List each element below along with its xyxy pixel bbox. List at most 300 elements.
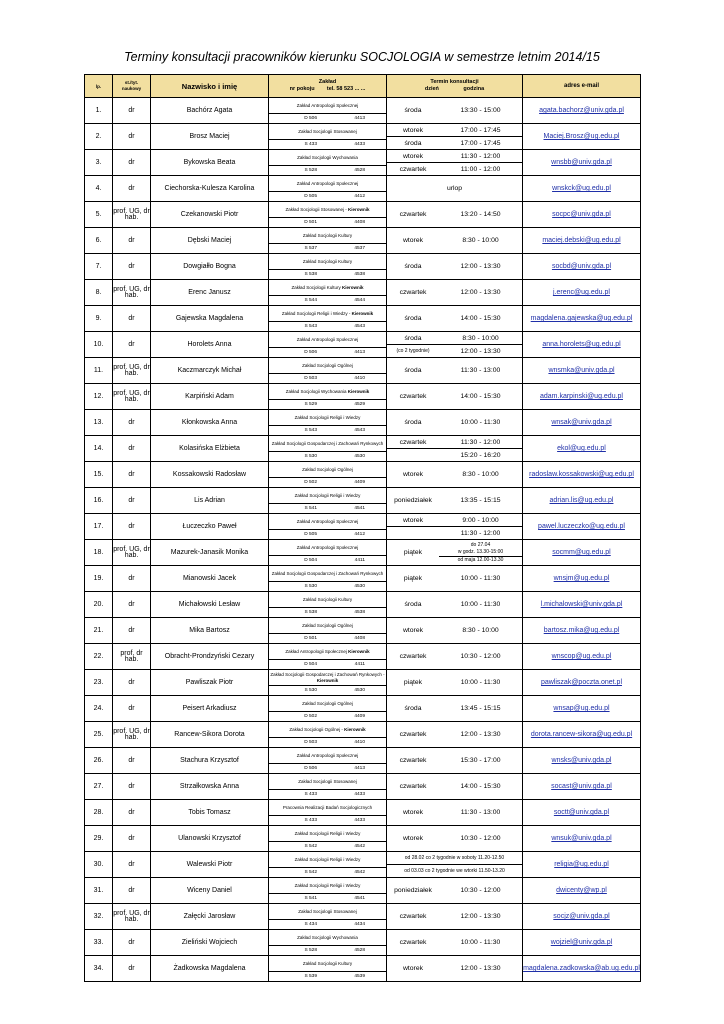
consultation-day: środa — [404, 263, 422, 270]
room-number: S 529 — [304, 402, 317, 407]
consultation-time-cell — [387, 592, 523, 618]
consultation-time-cell — [387, 618, 523, 644]
consultation-hours: 11:30 - 12:00 — [460, 438, 501, 446]
email-link[interactable]: l.michalowski@univ.gda.pl — [540, 601, 623, 608]
room-number: S 528 — [304, 948, 317, 953]
row-number: 11. — [85, 358, 113, 384]
email-cell — [523, 644, 641, 670]
department-name: Zakład Antropologii Społecznej — [296, 180, 359, 186]
consultation-time-cell — [387, 488, 523, 514]
consultation-hours: 13:20 - 14:50 — [460, 211, 501, 218]
department-cell — [269, 670, 387, 696]
department-name: Zakład Socjologii Religii i Wiedzy — [294, 856, 361, 862]
email-link[interactable]: wnsmka@univ.gda.pl — [548, 367, 615, 374]
head-label: Kierownik — [347, 388, 370, 394]
person-name: Strzałkowska Anna — [151, 774, 269, 800]
email-cell — [523, 592, 641, 618]
consultation-day: czwartek — [399, 289, 427, 296]
consultation-time-cell — [387, 384, 523, 410]
person-name: Stachura Krzysztof — [151, 748, 269, 774]
email-link[interactable]: wnsap@ug.edu.pl — [553, 705, 610, 712]
consultation-time-cell — [387, 176, 523, 202]
consultation-time-cell — [387, 930, 523, 956]
department-name: Pracownia Realizacji Badań Socjologicznych — [282, 804, 373, 810]
department-cell — [269, 254, 387, 280]
person-name: Brosz Maciej — [151, 124, 269, 150]
room-number: S 434 — [304, 922, 317, 927]
consultation-hours: 9:00 - 10:00 — [462, 516, 499, 524]
academic-title: dr — [113, 852, 151, 878]
person-name: Wiceny Daniel — [151, 878, 269, 904]
consultation-hours: 8:30 - 10:00 — [462, 471, 499, 478]
room-number: S 541 — [304, 896, 317, 901]
row-number: 31. — [85, 878, 113, 904]
row-number: 10. — [85, 332, 113, 358]
department-cell — [269, 306, 387, 332]
table-row — [85, 800, 641, 826]
consultation-table — [84, 74, 641, 982]
row-number: 14. — [85, 436, 113, 462]
email-link[interactable]: dorota.rancew-sikora@ug.edu.pl — [530, 731, 633, 738]
department-cell — [269, 488, 387, 514]
row-number: 9. — [85, 306, 113, 332]
consultation-time-cell — [387, 228, 523, 254]
header-title: st./tyt. naukowy — [113, 75, 151, 98]
consultation-hours: 15:20 - 16:20 — [460, 451, 501, 459]
room-number: D 505 — [304, 532, 317, 537]
department-name: Zakład Socjologii Kultury — [302, 232, 353, 238]
person-name: Erenc Janusz — [151, 280, 269, 306]
consultation-day: czwartek — [399, 783, 427, 790]
room-number: D 505 — [304, 194, 317, 199]
email-link[interactable]: soctt@univ.gda.pl — [553, 809, 610, 816]
consultation-time-cell — [387, 540, 523, 566]
phone-extension: 4409 — [354, 480, 365, 485]
department-name: Zakład Socjologii Religii i Wiedzy - — [281, 310, 352, 316]
row-number: 6. — [85, 228, 113, 254]
room-number: S 528 — [304, 168, 317, 173]
person-name: Michałowski Lesław — [151, 592, 269, 618]
consultation-hours: 11:30 - 12:00 — [460, 529, 501, 537]
room-number: D 506 — [304, 766, 317, 771]
table-row — [85, 514, 641, 540]
head-label: Kierownik — [351, 310, 374, 316]
academic-title: dr — [113, 670, 151, 696]
table-row — [85, 124, 641, 150]
consultation-time-cell — [387, 800, 523, 826]
consultation-day: czwartek — [399, 757, 427, 764]
consultation-hours: 13:30 - 15:00 — [460, 107, 501, 114]
person-name: Kaczmarczyk Michał — [151, 358, 269, 384]
head-label: Kierownik — [342, 284, 364, 290]
academic-title: dr — [113, 800, 151, 826]
email-link[interactable]: Maciej.Brosz@ug.edu.pl — [543, 133, 620, 140]
room-number: S 539 — [304, 974, 317, 979]
department-cell — [269, 722, 387, 748]
row-number: 22. — [85, 644, 113, 670]
consultation-day: czwartek — [399, 731, 427, 738]
consultation-hours: 10:30 - 12:00 — [460, 835, 501, 842]
room-number: S 530 — [304, 584, 317, 589]
email-link[interactable]: agata.bachorz@univ.gda.pl — [539, 107, 624, 114]
room-number: S 538 — [304, 610, 317, 615]
table-row — [85, 956, 641, 982]
header-lp: lp. — [85, 75, 113, 98]
consultation-note: w godz. 13.30-15:00 — [439, 549, 522, 557]
row-number: 15. — [85, 462, 113, 488]
consultation-note: do 27.04 — [470, 541, 491, 548]
consultation-hours: 10:00 - 11:30 — [460, 575, 501, 582]
academic-title: prof. UG, dr hab. — [113, 904, 151, 930]
table-row — [85, 930, 641, 956]
header-name: Nazwisko i imię — [151, 75, 269, 98]
person-name: Bachórz Agata — [151, 98, 269, 124]
header-email: adres e-mail — [523, 75, 641, 98]
status-text: urlop — [446, 185, 463, 192]
person-name: Ulanowski Krzysztof — [151, 826, 269, 852]
department-cell — [269, 202, 387, 228]
department-cell — [269, 956, 387, 982]
room-number: S 542 — [304, 870, 317, 875]
email-link[interactable]: adrian.lis@ug.edu.pl — [549, 497, 614, 504]
email-link[interactable]: wnsbb@univ.gda.pl — [551, 159, 612, 166]
department-cell — [269, 644, 387, 670]
phone-extension: 4410 — [354, 740, 365, 745]
row-number: 1. — [85, 98, 113, 124]
department-name: Zakład Socjologii Religii i Wiedzy — [294, 830, 361, 836]
department-name: Zakład Socjologii Religii i Wiedzy — [294, 882, 361, 888]
phone-extension: 4434 — [354, 922, 365, 927]
consultation-hours: 8:30 - 10:00 — [462, 627, 499, 634]
academic-title: dr — [113, 514, 151, 540]
academic-title: dr — [113, 566, 151, 592]
consultation-time-cell — [387, 852, 523, 878]
email-cell — [523, 332, 641, 358]
email-cell — [523, 904, 641, 930]
email-cell — [523, 930, 641, 956]
row-number: 34. — [85, 956, 113, 982]
consultation-day: środa — [404, 315, 422, 322]
header-department: Zakład nr pokoju tel. 58 523 ... ... — [269, 75, 387, 98]
table-row — [85, 332, 641, 358]
academic-title: dr — [113, 592, 151, 618]
consultation-day: wtorek — [402, 809, 424, 816]
academic-title: dr — [113, 98, 151, 124]
room-number: D 501 — [304, 636, 317, 641]
department-cell — [269, 566, 387, 592]
consultation-hours: 12:00 - 13:30 — [460, 289, 501, 296]
email-link[interactable]: magdalena.zadkowska@ab.ug.edu.pl — [523, 965, 640, 972]
email-link[interactable]: pawel.luczeczko@ug.edu.pl — [538, 523, 625, 530]
email-cell — [523, 462, 641, 488]
phone-extension: 4413 — [354, 766, 365, 771]
table-row — [85, 566, 641, 592]
consultation-time-cell — [387, 904, 523, 930]
person-name: Lis Adrian — [151, 488, 269, 514]
consultation-time-cell — [387, 670, 523, 696]
head-label: Kierownik — [348, 648, 370, 654]
email-link[interactable]: socast@univ.gda.pl — [551, 783, 612, 790]
email-link[interactable]: socjz@univ.gda.pl — [553, 913, 610, 920]
academic-title: prof. UG, dr hab. — [113, 540, 151, 566]
consultation-time-cell — [387, 566, 523, 592]
email-cell — [523, 696, 641, 722]
person-name: Kolasińska Elżbieta — [151, 436, 269, 462]
consultation-note: od maja 12.00-13.30 — [457, 556, 504, 563]
email-cell — [523, 124, 641, 150]
academic-title: dr — [113, 124, 151, 150]
department-name: Zakład Socjologii Stosowanej — [298, 778, 357, 784]
consultation-time-cell — [387, 124, 523, 150]
email-link[interactable]: magdalena.gajewska@ug.edu.pl — [530, 315, 633, 322]
consultation-time-cell — [387, 514, 523, 540]
person-name: Mika Bartosz — [151, 618, 269, 644]
row-number: 30. — [85, 852, 113, 878]
consultation-day: czwartek — [399, 653, 427, 660]
email-link[interactable]: wnskck@ug.edu.pl — [552, 185, 611, 192]
person-name: Kłonkowska Anna — [151, 410, 269, 436]
row-number: 29. — [85, 826, 113, 852]
consultation-day: poniedziałek — [394, 887, 432, 894]
row-number: 17. — [85, 514, 113, 540]
email-cell — [523, 98, 641, 124]
row-number: 5. — [85, 202, 113, 228]
table-row — [85, 748, 641, 774]
department-name: Zakład Antropologii Społecznej — [296, 518, 359, 524]
table-row — [85, 618, 641, 644]
email-link[interactable]: anna.horolets@ug.edu.pl — [542, 341, 621, 348]
phone-extension: 4408 — [354, 636, 365, 641]
consultation-day: wtorek — [402, 471, 424, 478]
department-name: Zakład Antropologii Społecznej — [296, 544, 359, 550]
email-link[interactable]: socpc@univ.gda.pl — [552, 211, 611, 218]
department-cell — [269, 930, 387, 956]
phone-extension: 4529 — [354, 402, 365, 407]
phone-extension: 4543 — [354, 324, 365, 329]
phone-extension: 4412 — [354, 532, 365, 537]
room-number: D 504 — [304, 662, 317, 667]
email-cell — [523, 566, 641, 592]
phone-extension: 4530 — [354, 454, 365, 459]
department-cell — [269, 462, 387, 488]
email-link[interactable]: religia@ug.edu.pl — [554, 861, 609, 868]
email-cell — [523, 956, 641, 982]
consultation-day: poniedziałek — [394, 497, 432, 504]
consultation-time-cell — [387, 98, 523, 124]
email-link[interactable]: wnsjm@ug.edu.pl — [553, 575, 610, 582]
email-cell — [523, 280, 641, 306]
row-number: 28. — [85, 800, 113, 826]
department-cell — [269, 176, 387, 202]
department-cell — [269, 384, 387, 410]
room-number: D 506 — [304, 116, 317, 121]
department-name: Zakład Socjologii Gospodarczej i Zachowań Rynkowych — [271, 440, 384, 446]
table-header — [85, 75, 641, 98]
room-number: D 504 — [304, 558, 317, 563]
email-link[interactable]: adam.karpinski@ug.edu.pl — [540, 393, 623, 400]
person-name: Peisert Arkadiusz — [151, 696, 269, 722]
email-cell — [523, 436, 641, 462]
email-cell — [523, 410, 641, 436]
academic-title: dr — [113, 332, 151, 358]
phone-extension: 4539 — [354, 974, 365, 979]
academic-title: prof. UG, dr hab. — [113, 358, 151, 384]
consultation-day: środa — [404, 601, 422, 608]
department-name: Zakład Socjologii Ogólnej — [302, 700, 353, 706]
consultation-hours: 8:30 - 10:00 — [462, 237, 499, 244]
email-cell — [523, 774, 641, 800]
department-cell — [269, 410, 387, 436]
table-row — [85, 98, 641, 124]
department-name: Zakład Socjologii Religii i Wiedzy — [294, 414, 361, 420]
consultation-hours: 12:00 - 13:30 — [460, 913, 501, 920]
phone-extension: 4541 — [354, 506, 365, 511]
phone-extension: 4541 — [354, 896, 365, 901]
person-name: Walewski Piotr — [151, 852, 269, 878]
email-link[interactable]: wojziel@univ.gda.pl — [550, 939, 613, 946]
consultation-time-cell — [387, 306, 523, 332]
head-label: Kierownik — [344, 726, 366, 732]
email-link[interactable]: wnsks@univ.gda.pl — [551, 757, 612, 764]
department-cell — [269, 332, 387, 358]
department-cell — [269, 358, 387, 384]
email-cell — [523, 228, 641, 254]
person-name: Załęcki Jarosław — [151, 904, 269, 930]
email-link[interactable]: dwicenty@wp.pl — [556, 887, 607, 894]
department-name: Zakład Socjologii Stosowanej - — [285, 206, 349, 212]
consultation-time-cell — [387, 202, 523, 228]
department-cell — [269, 436, 387, 462]
consultation-hours: 10:30 - 12:00 — [460, 887, 501, 894]
phone-extension: 4544 — [354, 298, 365, 303]
department-cell — [269, 696, 387, 722]
email-link[interactable]: wnsuk@univ.gda.pl — [551, 835, 612, 842]
row-number: 25. — [85, 722, 113, 748]
email-link[interactable]: pawliszak@poczta.onet.pl — [540, 679, 623, 686]
consultation-hours: 14:00 - 15:30 — [460, 783, 501, 790]
row-number: 8. — [85, 280, 113, 306]
phone-extension: 4433 — [354, 792, 365, 797]
consultation-day: czwartek — [399, 939, 427, 946]
consultation-day: czwartek — [399, 913, 427, 920]
table-row — [85, 878, 641, 904]
email-link[interactable]: radoslaw.kossakowski@ug.edu.pl — [529, 471, 634, 478]
email-cell — [523, 618, 641, 644]
academic-title: dr — [113, 150, 151, 176]
email-link[interactable]: ekol@ug.edu.pl — [557, 445, 606, 452]
row-number: 24. — [85, 696, 113, 722]
room-number: D 506 — [304, 350, 317, 355]
consultation-day: piątek — [403, 575, 423, 582]
table-row — [85, 540, 641, 566]
phone-extension: 4538 — [354, 610, 365, 615]
email-cell — [523, 176, 641, 202]
room-number: S 433 — [304, 142, 317, 147]
department-name: Zakład Socjologii Religii i Wiedzy — [294, 492, 361, 498]
department-name: Zakład Socjologii Kultury — [291, 284, 342, 290]
academic-title: dr — [113, 930, 151, 956]
email-cell — [523, 540, 641, 566]
room-number: S 537 — [304, 246, 317, 251]
phone-extension: 4542 — [354, 844, 365, 849]
consultation-day: wtorek — [402, 627, 424, 634]
academic-title: dr — [113, 176, 151, 202]
phone-extension: 4412 — [354, 194, 365, 199]
email-link[interactable]: socbd@univ.gda.pl — [551, 263, 612, 270]
email-link[interactable]: bartosz.mika@ug.edu.pl — [543, 627, 620, 634]
row-number: 4. — [85, 176, 113, 202]
table-row — [85, 306, 641, 332]
consultation-hours: 10:00 - 11:30 — [460, 679, 501, 686]
table-row — [85, 696, 641, 722]
phone-extension: 4413 — [354, 350, 365, 355]
row-number: 19. — [85, 566, 113, 592]
department-cell — [269, 98, 387, 124]
consultation-time-cell — [387, 826, 523, 852]
row-number: 23. — [85, 670, 113, 696]
email-link[interactable]: wnsak@univ.gda.pl — [551, 419, 612, 426]
department-cell — [269, 150, 387, 176]
consultation-note: od 03.03 co 2 tygodnie we wtorki 11.50-13.20 — [404, 868, 505, 874]
room-number: S 433 — [304, 818, 317, 823]
academic-title: prof. dr hab. — [113, 644, 151, 670]
email-cell — [523, 748, 641, 774]
head-label: Kierownik — [316, 677, 339, 683]
table-row — [85, 722, 641, 748]
consultation-day: czwartek — [399, 211, 427, 218]
table-row — [85, 228, 641, 254]
table-row — [85, 852, 641, 878]
email-cell — [523, 306, 641, 332]
department-cell — [269, 618, 387, 644]
row-number: 20. — [85, 592, 113, 618]
consultation-hours: 10:30 - 12:00 — [460, 653, 501, 660]
consultation-day: wtorek — [402, 516, 424, 524]
email-link[interactable]: socmm@ug.edu.pl — [552, 549, 611, 556]
department-name: Zakład Socjologii Gospodarczej i Zachowań Rynkowych - — [270, 672, 385, 677]
person-name: Obracht-Prondzyński Cezary — [151, 644, 269, 670]
row-number: 2. — [85, 124, 113, 150]
phone-extension: 4543 — [354, 428, 365, 433]
person-name: Żadkowska Magdalena — [151, 956, 269, 982]
department-cell — [269, 514, 387, 540]
table-row — [85, 254, 641, 280]
consultation-hours: 12:00 - 13:30 — [460, 347, 501, 355]
department-cell — [269, 228, 387, 254]
department-cell — [269, 826, 387, 852]
consultation-day: czwartek — [399, 165, 427, 173]
row-number: 26. — [85, 748, 113, 774]
email-link[interactable]: j.erenc@ug.edu.pl — [553, 289, 610, 296]
consultation-hours: 11:30 - 13:00 — [460, 367, 501, 374]
consultation-day: czwartek — [399, 438, 427, 446]
email-link[interactable]: maciej.debski@ug.edu.pl — [542, 237, 621, 244]
table-row — [85, 176, 641, 202]
consultation-hours: 11:30 - 13:00 — [460, 809, 501, 816]
email-link[interactable]: wnscop@ug.edu.pl — [551, 653, 612, 660]
row-number: 3. — [85, 150, 113, 176]
consultation-day: środa — [404, 705, 422, 712]
email-cell — [523, 358, 641, 384]
department-cell — [269, 800, 387, 826]
academic-title: dr — [113, 228, 151, 254]
consultation-hours: 13:35 - 15:15 — [460, 497, 501, 504]
header-consultation-time: Termin konsultacji dzień godzina — [387, 75, 523, 98]
email-cell — [523, 254, 641, 280]
academic-title: dr — [113, 748, 151, 774]
academic-title: prof. UG, dr hab. — [113, 722, 151, 748]
consultation-hours: 17:00 - 17:45 — [460, 139, 501, 147]
